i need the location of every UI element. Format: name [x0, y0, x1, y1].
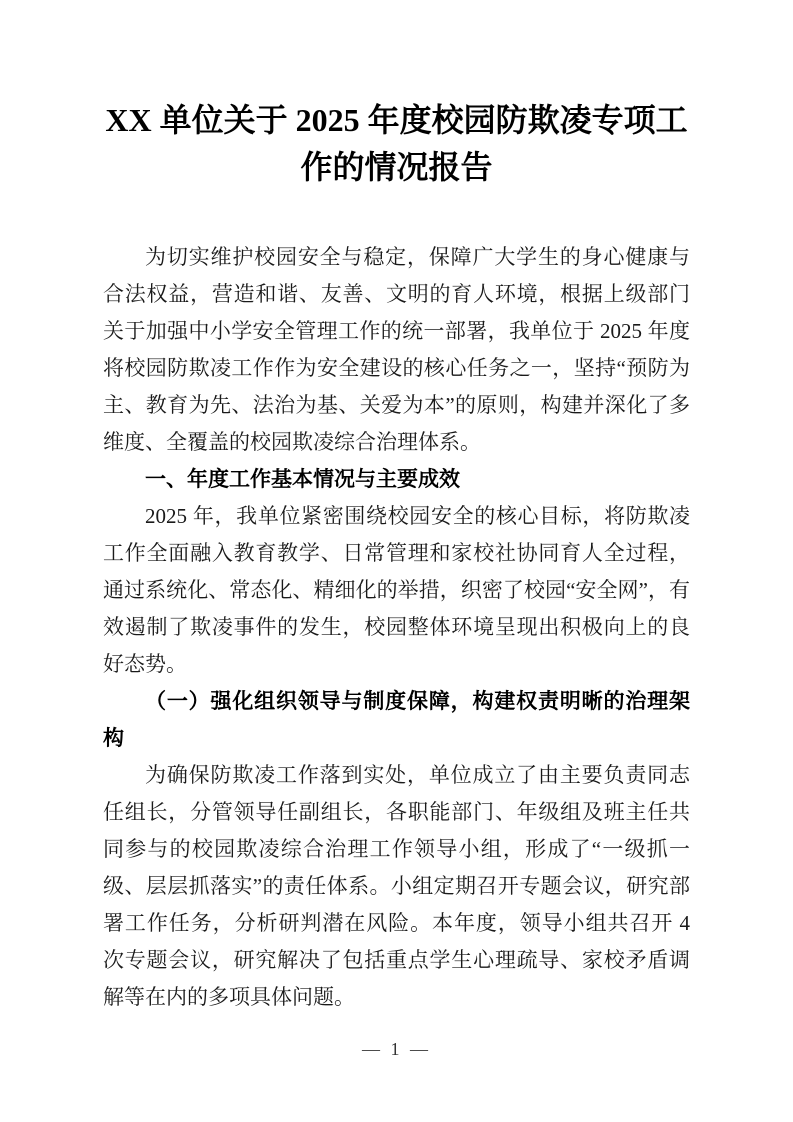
document-title: XX 单位关于 2025 年度校园防欺凌专项工作的情况报告	[105, 102, 688, 185]
subsection-heading-1-1: （一）强化组织领导与制度保障，构建权责明晰的治理架构	[103, 689, 690, 750]
paragraph-annual-overview: 2025 年，我单位紧密围绕校园安全的核心目标，将防欺凌工作全面融入教育教学、日常管理和家校社协同育人全过程，通过系统化、常态化、精细化的举措，织密了校园“安全网”，有效遏制了欺凌事件的发生，校园整体环境呈现出积极向上的良好态势。	[103, 504, 690, 676]
paragraph-intro: 为切实维护校园安全与稳定，保障广大学生的身心健康与合法权益，营造和谐、友善、文明的育人环境，根据上级部门关于加强中小学安全管理工作的统一部署，我单位于 2025 年度将校园防欺凌工作作为安全建设的核心任务之一，坚持“预防为主、教育为先、法治为基、关爱为本”的原则，构建并深化了多维度、全覆盖的校园欺凌综合治理体系。	[103, 245, 690, 454]
document-body	[103, 239, 690, 1016]
section-heading-1: 一、年度工作基本情况与主要成效	[145, 468, 460, 491]
page-footer	[0, 1038, 793, 1060]
page-number: — 1 —	[362, 1039, 431, 1059]
paragraph-leadership-group: 为确保防欺凌工作落到实处，单位成立了由主要负责同志任组长，分管领导任副组长，各职能部门、年级组及班主任共同参与的校园欺凌综合治理工作领导小组，形成了“一级抓一级、层层抓落实”的责任体系。小组定期召开专题会议，研究部署工作任务，分析研判潜在风险。本年度，领导小组共召开 4 次专题会议，研究解决了包括重点学生心理疏导、家校矛盾调解等在内的多项具体问题。	[103, 763, 690, 1009]
